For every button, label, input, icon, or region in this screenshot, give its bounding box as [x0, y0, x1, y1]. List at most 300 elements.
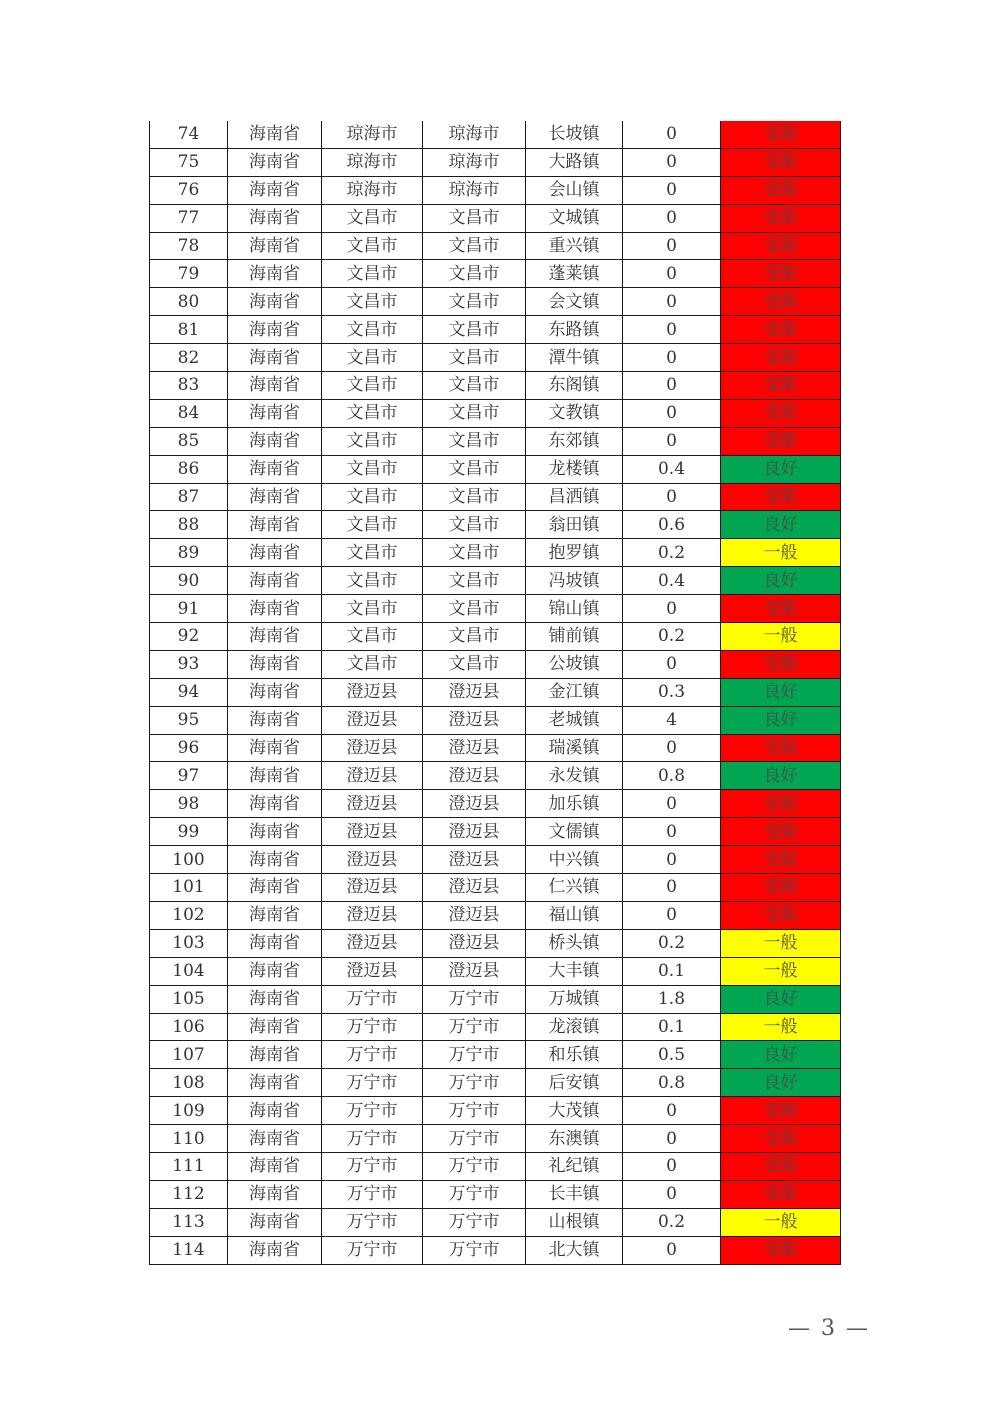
status-cell: 受限 [721, 204, 841, 232]
city-cell: 文昌市 [322, 288, 423, 316]
row-index-cell: 88 [150, 511, 228, 539]
town-cell: 翁田镇 [526, 511, 623, 539]
value-cell: 0 [623, 204, 721, 232]
province-cell: 海南省 [228, 762, 322, 790]
status-cell: 良好 [721, 1069, 841, 1097]
county-cell: 文昌市 [423, 344, 526, 372]
city-cell: 文昌市 [322, 483, 423, 511]
city-cell: 文昌市 [322, 260, 423, 288]
town-cell: 文教镇 [526, 399, 623, 427]
table-row [150, 790, 841, 818]
province-cell: 海南省 [228, 232, 322, 260]
city-cell: 万宁市 [322, 1152, 423, 1180]
city-cell: 文昌市 [322, 511, 423, 539]
value-cell: 0 [623, 846, 721, 874]
county-cell: 文昌市 [423, 288, 526, 316]
table-row [150, 344, 841, 372]
county-cell: 琼海市 [423, 121, 526, 148]
province-cell: 海南省 [228, 874, 322, 902]
value-cell: 0.5 [623, 1041, 721, 1069]
value-cell: 0 [623, 1152, 721, 1180]
county-cell: 文昌市 [423, 483, 526, 511]
province-cell: 海南省 [228, 790, 322, 818]
table-row [150, 176, 841, 204]
county-cell: 万宁市 [423, 985, 526, 1013]
province-cell: 海南省 [228, 399, 322, 427]
table-row [150, 427, 841, 455]
town-cell: 蓬莱镇 [526, 260, 623, 288]
value-cell: 0 [623, 288, 721, 316]
row-index-cell: 111 [150, 1152, 228, 1180]
table-row [150, 650, 841, 678]
status-cell: 受限 [721, 734, 841, 762]
value-cell: 0 [623, 260, 721, 288]
county-cell: 文昌市 [423, 455, 526, 483]
table-row [150, 204, 841, 232]
city-cell: 万宁市 [322, 1236, 423, 1264]
value-cell: 0.3 [623, 678, 721, 706]
county-cell: 澄迈县 [423, 846, 526, 874]
row-index-cell: 79 [150, 260, 228, 288]
city-cell: 文昌市 [322, 232, 423, 260]
city-cell: 澄迈县 [322, 790, 423, 818]
status-cell: 一般 [721, 957, 841, 985]
table-row [150, 1013, 841, 1041]
county-cell: 澄迈县 [423, 790, 526, 818]
table-row [150, 678, 841, 706]
town-cell: 山根镇 [526, 1208, 623, 1236]
row-index-cell: 82 [150, 344, 228, 372]
county-cell: 文昌市 [423, 232, 526, 260]
table-row [150, 260, 841, 288]
province-cell: 海南省 [228, 650, 322, 678]
town-cell: 长丰镇 [526, 1180, 623, 1208]
value-cell: 0 [623, 372, 721, 400]
town-cell: 龙楼镇 [526, 455, 623, 483]
value-cell: 0.1 [623, 957, 721, 985]
row-index-cell: 93 [150, 650, 228, 678]
province-cell: 海南省 [228, 288, 322, 316]
city-cell: 文昌市 [322, 204, 423, 232]
row-index-cell: 104 [150, 957, 228, 985]
value-cell: 0 [623, 121, 721, 148]
county-cell: 万宁市 [423, 1208, 526, 1236]
county-cell: 澄迈县 [423, 929, 526, 957]
status-cell: 受限 [721, 148, 841, 176]
status-cell: 受限 [721, 1125, 841, 1153]
table-row [150, 232, 841, 260]
value-cell: 0 [623, 650, 721, 678]
province-cell: 海南省 [228, 595, 322, 623]
town-cell: 中兴镇 [526, 846, 623, 874]
value-cell: 0 [623, 344, 721, 372]
row-index-cell: 112 [150, 1180, 228, 1208]
county-cell: 文昌市 [423, 567, 526, 595]
status-cell: 良好 [721, 706, 841, 734]
table-row [150, 121, 841, 148]
status-cell: 受限 [721, 121, 841, 148]
value-cell: 0 [623, 874, 721, 902]
city-cell: 文昌市 [322, 316, 423, 344]
county-cell: 文昌市 [423, 372, 526, 400]
status-cell: 受限 [721, 399, 841, 427]
province-cell: 海南省 [228, 706, 322, 734]
table-row [150, 901, 841, 929]
table-row [150, 288, 841, 316]
county-cell: 澄迈县 [423, 874, 526, 902]
province-cell: 海南省 [228, 1180, 322, 1208]
status-cell: 受限 [721, 372, 841, 400]
city-cell: 文昌市 [322, 427, 423, 455]
value-cell: 0.4 [623, 455, 721, 483]
row-index-cell: 95 [150, 706, 228, 734]
status-cell: 一般 [721, 1208, 841, 1236]
value-cell: 0 [623, 176, 721, 204]
value-cell: 0 [623, 1236, 721, 1264]
page-number: — 3 — [788, 1316, 870, 1341]
province-cell: 海南省 [228, 455, 322, 483]
row-index-cell: 80 [150, 288, 228, 316]
table-row [150, 957, 841, 985]
table-row [150, 846, 841, 874]
status-cell: 受限 [721, 818, 841, 846]
county-cell: 澄迈县 [423, 762, 526, 790]
province-cell: 海南省 [228, 539, 322, 567]
row-index-cell: 87 [150, 483, 228, 511]
city-cell: 澄迈县 [322, 957, 423, 985]
table-row [150, 1041, 841, 1069]
town-cell: 东郊镇 [526, 427, 623, 455]
province-cell: 海南省 [228, 372, 322, 400]
status-cell: 良好 [721, 511, 841, 539]
province-cell: 海南省 [228, 567, 322, 595]
status-cell: 受限 [721, 260, 841, 288]
province-cell: 海南省 [228, 957, 322, 985]
table-row [150, 1236, 841, 1264]
row-index-cell: 107 [150, 1041, 228, 1069]
table-row [150, 985, 841, 1013]
town-cell: 龙滚镇 [526, 1013, 623, 1041]
city-cell: 万宁市 [322, 1097, 423, 1125]
status-cell: 一般 [721, 623, 841, 651]
table-row [150, 1069, 841, 1097]
city-cell: 澄迈县 [322, 678, 423, 706]
row-index-cell: 91 [150, 595, 228, 623]
city-cell: 文昌市 [322, 567, 423, 595]
county-cell: 文昌市 [423, 595, 526, 623]
town-cell: 仁兴镇 [526, 874, 623, 902]
table-row [150, 1180, 841, 1208]
status-cell: 受限 [721, 846, 841, 874]
province-cell: 海南省 [228, 1208, 322, 1236]
city-cell: 万宁市 [322, 1013, 423, 1041]
province-cell: 海南省 [228, 148, 322, 176]
status-cell: 受限 [721, 1097, 841, 1125]
town-cell: 会山镇 [526, 176, 623, 204]
row-index-cell: 110 [150, 1125, 228, 1153]
county-cell: 澄迈县 [423, 678, 526, 706]
row-index-cell: 101 [150, 874, 228, 902]
town-cell: 东阁镇 [526, 372, 623, 400]
value-cell: 0 [623, 790, 721, 818]
city-cell: 文昌市 [322, 650, 423, 678]
town-cell: 铺前镇 [526, 623, 623, 651]
county-cell: 文昌市 [423, 511, 526, 539]
table-row [150, 399, 841, 427]
city-cell: 琼海市 [322, 148, 423, 176]
province-cell: 海南省 [228, 260, 322, 288]
province-cell: 海南省 [228, 344, 322, 372]
province-cell: 海南省 [228, 623, 322, 651]
status-cell: 受限 [721, 595, 841, 623]
city-cell: 澄迈县 [322, 762, 423, 790]
city-cell: 万宁市 [322, 1069, 423, 1097]
county-cell: 澄迈县 [423, 734, 526, 762]
town-cell: 文城镇 [526, 204, 623, 232]
table-row [150, 539, 841, 567]
province-cell: 海南省 [228, 846, 322, 874]
city-cell: 琼海市 [322, 176, 423, 204]
table-row [150, 1097, 841, 1125]
status-cell: 受限 [721, 232, 841, 260]
table-row [150, 734, 841, 762]
town-cell: 东澳镇 [526, 1125, 623, 1153]
town-cell: 福山镇 [526, 901, 623, 929]
row-index-cell: 92 [150, 623, 228, 651]
town-cell: 金江镇 [526, 678, 623, 706]
table-row [150, 511, 841, 539]
town-cell: 会文镇 [526, 288, 623, 316]
county-cell: 文昌市 [423, 316, 526, 344]
province-cell: 海南省 [228, 176, 322, 204]
status-cell: 一般 [721, 1013, 841, 1041]
value-cell: 0 [623, 901, 721, 929]
table-row [150, 567, 841, 595]
province-cell: 海南省 [228, 1041, 322, 1069]
county-cell: 文昌市 [423, 204, 526, 232]
value-cell: 0 [623, 232, 721, 260]
value-cell: 1.8 [623, 985, 721, 1013]
table-row [150, 372, 841, 400]
table-row [150, 148, 841, 176]
town-cell: 后安镇 [526, 1069, 623, 1097]
status-cell: 受限 [721, 1236, 841, 1264]
value-cell: 0 [623, 1180, 721, 1208]
row-index-cell: 106 [150, 1013, 228, 1041]
city-cell: 文昌市 [322, 539, 423, 567]
town-cell: 老城镇 [526, 706, 623, 734]
town-cell: 北大镇 [526, 1236, 623, 1264]
value-cell: 0 [623, 1125, 721, 1153]
row-index-cell: 90 [150, 567, 228, 595]
value-cell: 0.2 [623, 929, 721, 957]
town-cell: 潭牛镇 [526, 344, 623, 372]
status-cell: 良好 [721, 455, 841, 483]
value-cell: 0 [623, 734, 721, 762]
row-index-cell: 94 [150, 678, 228, 706]
city-cell: 万宁市 [322, 1125, 423, 1153]
province-cell: 海南省 [228, 734, 322, 762]
town-cell: 永发镇 [526, 762, 623, 790]
county-cell: 文昌市 [423, 260, 526, 288]
row-index-cell: 105 [150, 985, 228, 1013]
town-cell: 锦山镇 [526, 595, 623, 623]
table-row [150, 706, 841, 734]
table-body [150, 121, 841, 1264]
value-cell: 0 [623, 1097, 721, 1125]
town-cell: 大路镇 [526, 148, 623, 176]
province-cell: 海南省 [228, 1097, 322, 1125]
row-index-cell: 109 [150, 1097, 228, 1125]
town-cell: 抱罗镇 [526, 539, 623, 567]
county-cell: 琼海市 [423, 176, 526, 204]
row-index-cell: 83 [150, 372, 228, 400]
city-cell: 文昌市 [322, 623, 423, 651]
city-cell: 万宁市 [322, 1180, 423, 1208]
status-cell: 受限 [721, 1180, 841, 1208]
row-index-cell: 114 [150, 1236, 228, 1264]
status-cell: 受限 [721, 874, 841, 902]
province-cell: 海南省 [228, 985, 322, 1013]
county-cell: 万宁市 [423, 1097, 526, 1125]
province-cell: 海南省 [228, 929, 322, 957]
row-index-cell: 103 [150, 929, 228, 957]
town-cell: 桥头镇 [526, 929, 623, 957]
town-cell: 昌洒镇 [526, 483, 623, 511]
row-index-cell: 78 [150, 232, 228, 260]
row-index-cell: 75 [150, 148, 228, 176]
city-cell: 万宁市 [322, 1041, 423, 1069]
city-cell: 文昌市 [322, 455, 423, 483]
county-cell: 万宁市 [423, 1125, 526, 1153]
city-cell: 万宁市 [322, 1208, 423, 1236]
status-cell: 受限 [721, 901, 841, 929]
table-row [150, 1125, 841, 1153]
row-index-cell: 89 [150, 539, 228, 567]
status-cell: 受限 [721, 316, 841, 344]
town-cell: 礼纪镇 [526, 1152, 623, 1180]
value-cell: 4 [623, 706, 721, 734]
value-cell: 0.8 [623, 1069, 721, 1097]
city-cell: 澄迈县 [322, 734, 423, 762]
row-index-cell: 76 [150, 176, 228, 204]
row-index-cell: 77 [150, 204, 228, 232]
row-index-cell: 100 [150, 846, 228, 874]
row-index-cell: 102 [150, 901, 228, 929]
value-cell: 0 [623, 483, 721, 511]
row-index-cell: 99 [150, 818, 228, 846]
province-cell: 海南省 [228, 1125, 322, 1153]
province-cell: 海南省 [228, 1069, 322, 1097]
table-row [150, 316, 841, 344]
city-cell: 文昌市 [322, 372, 423, 400]
status-cell: 良好 [721, 762, 841, 790]
table-row [150, 818, 841, 846]
table-row [150, 623, 841, 651]
province-cell: 海南省 [228, 1236, 322, 1264]
row-index-cell: 84 [150, 399, 228, 427]
county-cell: 澄迈县 [423, 957, 526, 985]
province-cell: 海南省 [228, 316, 322, 344]
status-cell: 受限 [721, 650, 841, 678]
province-cell: 海南省 [228, 901, 322, 929]
status-cell: 良好 [721, 567, 841, 595]
row-index-cell: 81 [150, 316, 228, 344]
province-cell: 海南省 [228, 818, 322, 846]
town-cell: 公坡镇 [526, 650, 623, 678]
province-cell: 海南省 [228, 678, 322, 706]
city-cell: 澄迈县 [322, 818, 423, 846]
town-cell: 文儒镇 [526, 818, 623, 846]
row-index-cell: 85 [150, 427, 228, 455]
value-cell: 0 [623, 148, 721, 176]
value-cell: 0 [623, 316, 721, 344]
province-cell: 海南省 [228, 121, 322, 148]
row-index-cell: 96 [150, 734, 228, 762]
value-cell: 0.2 [623, 623, 721, 651]
status-cell: 良好 [721, 678, 841, 706]
value-cell: 0.2 [623, 539, 721, 567]
status-cell: 一般 [721, 929, 841, 957]
status-cell: 受限 [721, 483, 841, 511]
county-cell: 文昌市 [423, 650, 526, 678]
town-cell: 重兴镇 [526, 232, 623, 260]
county-cell: 文昌市 [423, 399, 526, 427]
status-cell: 良好 [721, 985, 841, 1013]
county-cell: 文昌市 [423, 427, 526, 455]
table-row [150, 455, 841, 483]
city-cell: 澄迈县 [322, 874, 423, 902]
table-row [150, 1152, 841, 1180]
county-cell: 万宁市 [423, 1236, 526, 1264]
county-cell: 澄迈县 [423, 706, 526, 734]
county-cell: 文昌市 [423, 539, 526, 567]
county-cell: 万宁市 [423, 1069, 526, 1097]
county-cell: 万宁市 [423, 1152, 526, 1180]
city-cell: 澄迈县 [322, 846, 423, 874]
county-cell: 澄迈县 [423, 818, 526, 846]
status-cell: 受限 [721, 427, 841, 455]
value-cell: 0.8 [623, 762, 721, 790]
table-row [150, 762, 841, 790]
value-cell: 0.1 [623, 1013, 721, 1041]
province-cell: 海南省 [228, 1152, 322, 1180]
city-cell: 文昌市 [322, 344, 423, 372]
table-row [150, 595, 841, 623]
town-cell: 大丰镇 [526, 957, 623, 985]
county-cell: 万宁市 [423, 1013, 526, 1041]
status-cell: 受限 [721, 790, 841, 818]
city-cell: 文昌市 [322, 399, 423, 427]
row-index-cell: 97 [150, 762, 228, 790]
town-cell: 东路镇 [526, 316, 623, 344]
county-cell: 万宁市 [423, 1041, 526, 1069]
town-cell: 和乐镇 [526, 1041, 623, 1069]
province-cell: 海南省 [228, 1013, 322, 1041]
table-row [150, 483, 841, 511]
row-index-cell: 98 [150, 790, 228, 818]
county-cell: 文昌市 [423, 623, 526, 651]
city-cell: 琼海市 [322, 121, 423, 148]
city-cell: 万宁市 [322, 985, 423, 1013]
town-cell: 冯坡镇 [526, 567, 623, 595]
data-table [149, 121, 841, 1265]
row-index-cell: 108 [150, 1069, 228, 1097]
value-cell: 0 [623, 595, 721, 623]
status-cell: 一般 [721, 539, 841, 567]
city-cell: 文昌市 [322, 595, 423, 623]
town-cell: 瑞溪镇 [526, 734, 623, 762]
